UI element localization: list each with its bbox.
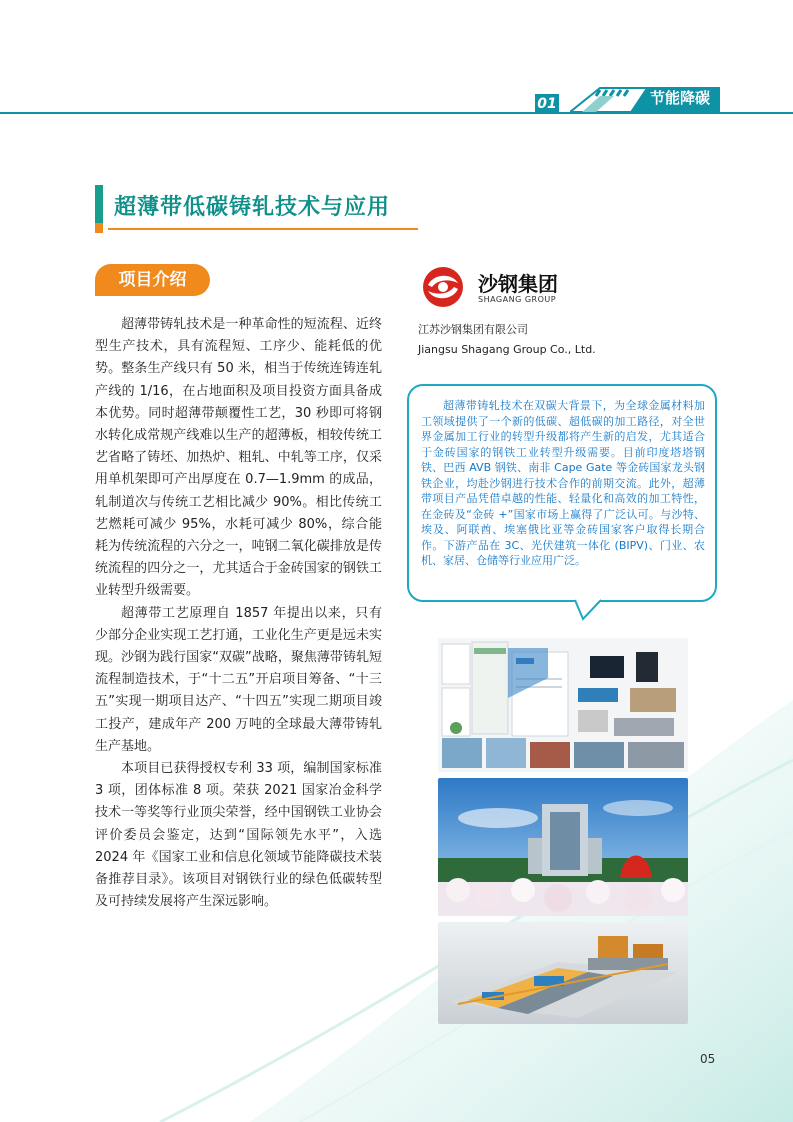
title-underline [108,228,418,230]
production-line-image [438,922,688,1024]
product-collage-image [438,638,688,772]
logo-name-en: SHAGANG GROUP [478,295,557,304]
chapter-number: 01 [535,94,559,114]
shagang-logo-icon [420,265,466,309]
body-text [95,314,382,913]
headquarters-building-image [438,778,688,916]
paragraph: 超薄带工艺原理自 1857 年提出以来，只有少部分企业实现工艺打通，工业化生产更是远未实现。沙钢为践行国家“双碳”战略，聚焦薄带铸轧短流程制造技术，于“十二五”开启项目筹备、“十三五”实现一期项目达产、“十四五”实现二期项目竣工投产，建成年产 200 万吨的全球最大薄带铸轧生产基地。 [95,605,382,754]
company-name-en: Jiangsu Shagang Group Co., Ltd. [418,343,596,356]
logo-name-cn: 沙钢集团 [478,272,558,296]
header-rule [0,112,793,114]
company-name-cn: 江苏沙钢集团有限公司 [418,323,528,336]
callout-paragraph: 超薄带铸轧技术在双碳大背景下，为全球金属材料加工领域提供了一个新的低碳、超低碳的加工路径，对全世界金属加工行业的转型升级都将产生新的启发，尤其适合于金砖国家的钢铁工业转型升级需要。目前印度塔塔钢铁、巴西 AVB 钢铁、南非 Cape Gate 等金砖国家龙头钢铁企业，均赴沙钢进行技术合作的前期交流。此外，超薄带项目产品凭借卓越的性能、轻量化和高效的加工特性，在金砖及“金砖 +”国家市场上赢得了广泛认可。与沙特、埃及、阿联酋、埃塞俄比亚等金砖国家客户取得长期合作。下游产品在 3C、光伏建筑一体化 (BIPV)、门业、农机、家居、仓储等行业应用广泛。 [421,399,705,567]
title-accent-bar-orange [95,223,103,233]
paragraph: 超薄带铸轧技术是一种革命性的短流程、近终型生产技术，具有流程短、工序少、能耗低的优势。整条生产线只有 50 米，相当于传统连铸连轧产线的 1/16，在占地面积及项目投资方面具备成本优势。同时超薄带颠覆性工艺，30 秒即可将钢水转化成常规产线难以生产的超薄板，相较传统工艺省略了铸坯、加热炉、粗轧、中轧等工序，仅采用单机架即可产出厚度在 0.7—1.9mm 的成品，轧制道次与传统工艺相比减少 90%。相比传统工艺燃耗可减少 95%，水耗可减少 80%，综合能耗为传统流程的六分之一，吨钢二氧化碳排放是传统流程的四分之一，尤其适合于金砖国家的钢铁工业转型升级需要。 [95,317,382,599]
page-number: 05 [700,1052,716,1066]
page-title: 超薄带低碳铸轧技术与应用 [114,195,391,220]
section-label: 项目介绍 [95,264,210,296]
callout-text [421,398,705,569]
section-name: 节能降碳 [649,89,710,107]
bubble-tail [575,599,605,621]
paragraph: 本项目已获得授权专利 33 项，编制国家标准 3 项，团体标准 8 项。荣获 2021 国家冶金科学技术一等奖等行业顶尖荣誉，经中国钢铁工业协会评价委员会鉴定，达到“国际领先水平”，入选 2024 年《国家工业和信息化领域节能降碳技术装备推荐目录》。该项目对钢铁行业的绿色低碳转型及可持续发展将产生深远影响。 [95,761,382,910]
title-accent-bar [95,185,103,223]
